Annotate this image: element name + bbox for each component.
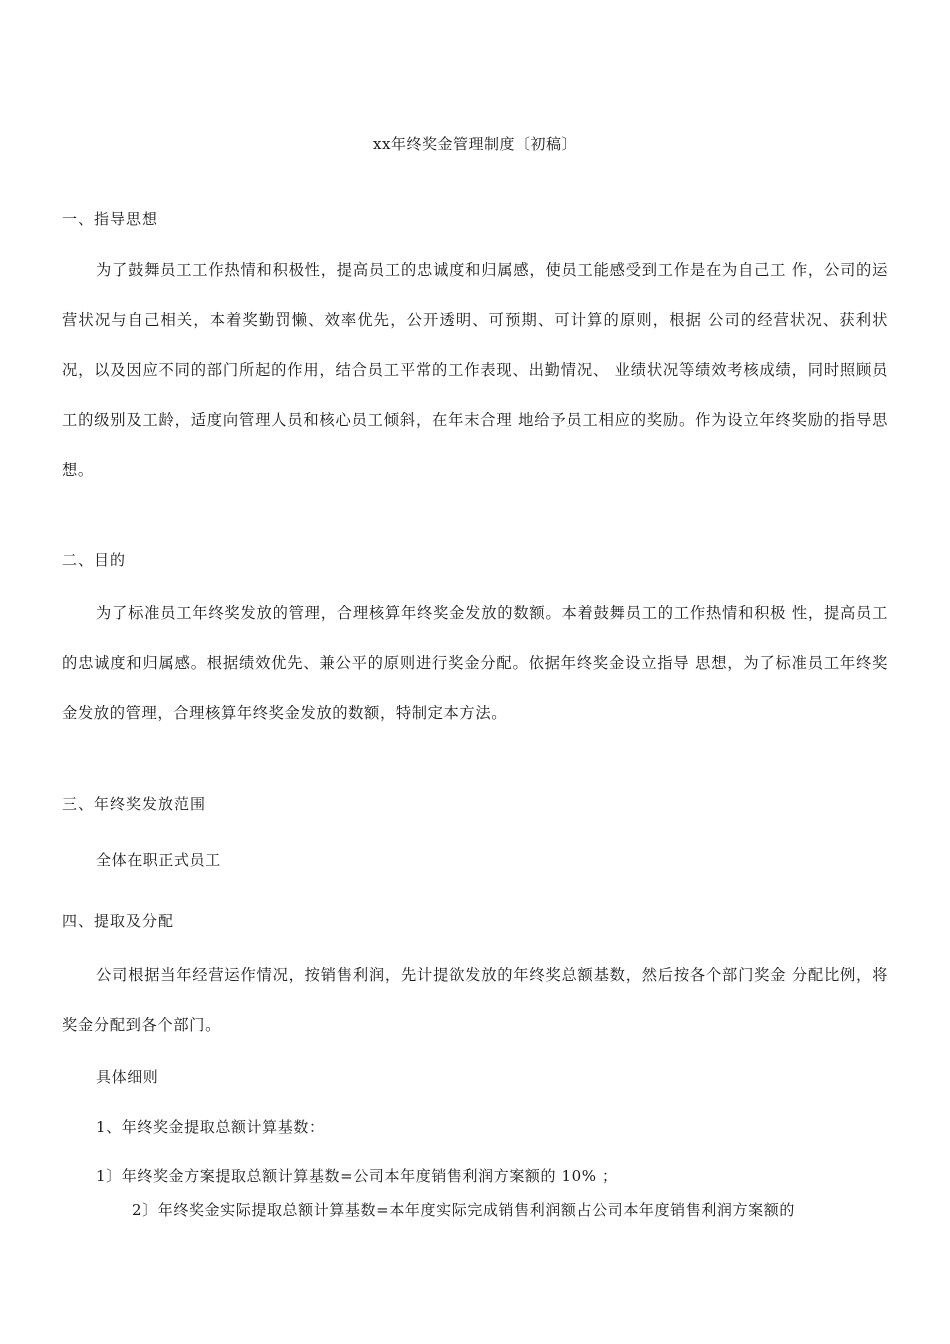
section-paragraph-allocation: 公司根据当年经营运作情况，按销售利润，先计提欲发放的年终奖总额基数，然后按各个部门奖金 分配比例，将奖金分配到各个部门。 bbox=[62, 966, 888, 1034]
details-sub-item-2: 2〕年终奖金实际提取总额计算基数=本年度实际完成销售利润额占公司本年度销售利润方案额的 bbox=[132, 1201, 795, 1219]
section-heading-guiding-thought: 一、指导思想 bbox=[62, 210, 159, 228]
details-item-1: 1、年终奖金提取总额计算基数： bbox=[96, 1118, 325, 1136]
section-heading-purpose: 二、目的 bbox=[62, 551, 127, 569]
details-label: 具体细则 bbox=[96, 1068, 159, 1086]
section-heading-allocation: 四、提取及分配 bbox=[62, 912, 175, 930]
details-sub-item-1: 1〕年终奖金方案提取总额计算基数=公司本年度销售利润方案额的 10% ； bbox=[96, 1167, 618, 1185]
section-paragraph-scope: 全体在职正式员工 bbox=[96, 851, 221, 869]
section-paragraph-guiding-thought: 为了鼓舞员工工作热情和积极性，提高员工的忠诚度和归属感，使员工能感受到工作是在为自己工 作，公司的运营状况与自己相关，本着奖勤罚懒、效率优先，公开透明、可预期、可计算的原则，根据 公司的经营状况、获利状况，以及因应不同的部门所起的作用，结合员工平常的工作表现、出勤情况、 业绩状况等绩效考核成绩，同时照顾员工的级别及工龄，适度向管理人员和核心员工倾斜，在年末合理 地给予员工相应的奖励。作为设立年终奖励的指导思想。 bbox=[62, 261, 888, 479]
section-paragraph-purpose: 为了标准员工年终奖发放的管理，合理核算年终奖金发放的数额。本着鼓舞员工的工作热情和积极 性，提高员工的忠诚度和归属感。根据绩效优先、兼公平的原则进行奖金分配。依据年终奖金设立指导 思想，为了标准员工年终奖金发放的管理，合理核算年终奖金发放的数额，特制定本方法。 bbox=[62, 604, 888, 722]
section-heading-scope: 三、年终奖发放范围 bbox=[62, 795, 207, 813]
document-title: xx年终奖金管理制度〔初稿〕 bbox=[373, 135, 577, 153]
